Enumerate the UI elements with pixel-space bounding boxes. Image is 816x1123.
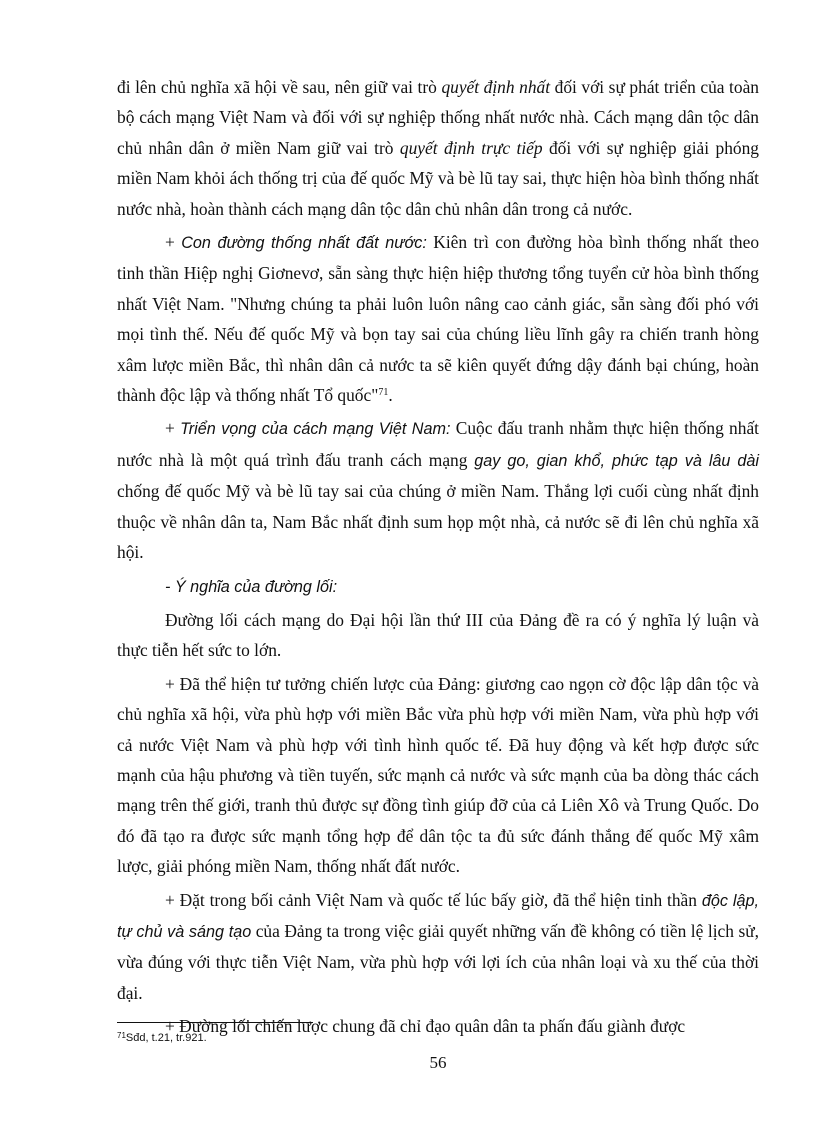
text-run: đi lên chủ nghĩa xã hội về sau, nên giữ vai trò xyxy=(117,77,442,97)
paragraph xyxy=(117,227,759,410)
paragraph xyxy=(117,571,759,602)
paragraph xyxy=(117,72,759,224)
text-run: của Đảng ta trong việc giải quyết những vấn đề không có tiền lệ lịch sử, vừa đúng với thực tiễn Việt Nam, vừa phù hợp với lợi ích của nhân loại và xu thế của thời đại. xyxy=(117,920,759,1003)
text-run: Đường lối cách mạng do Đại hội lần thứ III của Đảng đề ra có ý nghĩa lý luận và thực tiễn hết sức to lớn. xyxy=(117,609,759,661)
italic-text: gay go, gian khổ, phức tạp và lâu dài xyxy=(474,451,760,470)
paragraph xyxy=(117,669,759,882)
footnote-number: 71 xyxy=(117,1031,126,1040)
paragraph xyxy=(117,1011,759,1041)
italic-text: độc lập, tự chủ và sáng tạo xyxy=(117,891,759,941)
text-run: đối với sự phát triển của toàn bộ cách mạng Việt Nam và đối với sự nghiệp thống nhất nước nhà. Cách mạng dân tộc dân chủ nhân dân ở miền Nam giữ vai trò xyxy=(117,77,759,158)
text-run: + xyxy=(165,232,182,253)
text-run: + Đặt trong bối cảnh Việt Nam và quốc tế lúc bấy giờ, đã thể hiện tinh thần xyxy=(165,889,702,910)
text-run: chống đế quốc Mỹ và bè lũ tay sai của chúng ở miền Nam. Thắng lợi cuối cùng nhất định thuộc về nhân dân ta, Nam Bắc nhất định sum họp một nhà, cả nước sẽ đi lên chủ nghĩa xã hội. xyxy=(117,481,759,563)
italic-text: Con đường thống nhất đất nước: xyxy=(181,234,427,253)
italic-text: - Ý nghĩa của đường lối: xyxy=(165,577,338,596)
italic-text: quyết định trực tiếp xyxy=(399,137,543,158)
text-run: Kiên trì con đường hòa bình thống nhất theo tinh thần Hiệp nghị Giơnevơ, sẵn sàng thực hiện hiệp thương tổng tuyển cử hòa bình thống nhất Việt Nam. "Nhưng chúng ta phải luôn luôn nâng cao cảnh giác, sẵn sàng đối phó với mọi tình thế. Nếu đế quốc Mỹ và bọn tay sai của chúng liều lĩnh gây ra chiến tranh hòng xâm lược miền Bắc, thì nhân dân cả nước ta sẽ kiên quyết đứng dậy đánh bại chúng, hoàn thành độc lập và thống nhất Tổ quốc" xyxy=(117,232,760,406)
text-run: + xyxy=(165,418,181,439)
paragraph xyxy=(117,605,759,666)
paragraph xyxy=(117,885,759,1009)
text-run: . xyxy=(388,385,393,406)
text-run: đối với sự nghiệp giải phóng miền Nam khỏi ách thống trị của đế quốc Mỹ và bè lũ tay sai, thực hiện hòa bình thống nhất nước nhà, hoàn thành cách mạng dân tộc dân chủ nhân dân trong cả nước. xyxy=(117,137,759,219)
body-text xyxy=(117,72,759,1042)
footnote-separator xyxy=(117,1022,313,1023)
italic-text: quyết định nhất xyxy=(441,77,551,97)
italic-text: Triển vọng của cách mạng Việt Nam: xyxy=(180,420,451,439)
text-run: + Đường lối chiến lược chung đã chỉ đạo quân dân ta phấn đấu giành được xyxy=(165,1016,686,1037)
footnote xyxy=(117,1031,207,1045)
footnote-text: Sđd, t.21, tr.921. xyxy=(125,1032,207,1044)
page-number: 56 xyxy=(429,1053,447,1072)
text-run: Cuộc đấu tranh nhằm thực hiện thống nhất nước nhà là một quá trình đấu tranh cách mạng xyxy=(117,418,760,470)
paragraph xyxy=(117,413,759,567)
text-run: + Đã thể hiện tư tưởng chiến lược của Đảng: giương cao ngọn cờ độc lập dân tộc và chủ nghĩa xã hội, vừa phù hợp với miền Bắc vừa phù hợp với miền Nam, vừa phù hợp với cả nước Việt Nam và phù hợp với tình hình quốc tế. Đã huy động và kết hợp được sức mạnh của hậu phương và tiền tuyến, sức mạnh cả nước và sức mạnh của ba dòng thác cách mạng trên thế giới, tranh thủ được sự đồng tình giúp đỡ của cả Liên Xô và Trung Quốc. Do đó đã tạo ra được sức mạnh tổng hợp để dân tộc ta đủ sức đánh thắng đế quốc Mỹ xâm lược, giải phóng miền Nam, thống nhất đất nước. xyxy=(117,673,759,877)
footnote-ref: 71 xyxy=(378,387,389,399)
